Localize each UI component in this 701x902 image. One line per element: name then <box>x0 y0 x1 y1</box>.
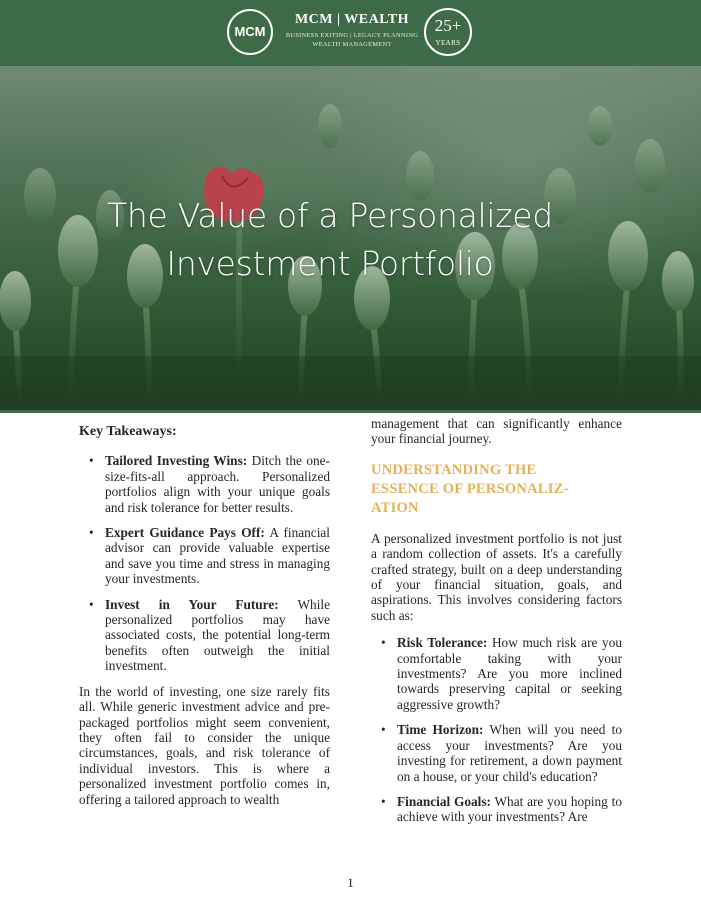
title-line-2: Investment Portfolio <box>166 244 494 283</box>
takeaway-lead: Tailored Investing Wins: <box>105 453 248 469</box>
takeaway-text: While personalized portfolios may have associated costs, the potential long-term benefits often outweigh the initial investment. <box>105 596 330 674</box>
intro-paragraph: In the world of investing, one size rarely fits all. While generic investment advice and pre-packaged portfolios might seem convenient, they often fail to consider the unique circumstances, goals, and risk tolerance of individual investors. This is where a personalized investment portfolio comes in, offering a tailored approach to wealth <box>79 683 330 807</box>
takeaway-lead: Invest in Your Future: <box>105 596 279 612</box>
takeaways-list <box>79 453 330 673</box>
takeaway-text: Ditch the one-size-fits-all approach. Personalized portfolios align with your unique goals and risk tolerance for better results. <box>105 453 330 515</box>
hero-image <box>0 66 701 410</box>
takeaway-lead: Expert Guidance Pays Off: <box>105 525 265 541</box>
mcm-logo-badge <box>227 9 273 55</box>
section-paragraph: A personalized investment portfolio is not just a random collection of assets. It's a carefully crafted strategy, built on a deep understanding of your financial situation, goals, and aspirations. This involves considering factors such as: <box>371 530 622 623</box>
right-column <box>371 416 622 835</box>
section-heading-line-1: UNDERSTANDING THE <box>371 461 537 478</box>
page-number: 1 <box>347 875 354 890</box>
title-line-1: The Value of a Personalized <box>107 196 553 235</box>
key-takeaways-heading: Key Takeaways: <box>79 424 177 439</box>
years-badge <box>424 8 472 56</box>
list-item <box>371 635 622 712</box>
list-item <box>79 453 330 515</box>
factors-list <box>371 635 622 824</box>
years-number: 25+ <box>434 16 462 35</box>
continuation-paragraph: management that can significantly enhance your financial journey. <box>371 416 622 447</box>
header-bar <box>0 0 701 66</box>
bullet-icon: • <box>381 793 386 809</box>
years-label: YEARS <box>435 39 461 47</box>
factor-lead: Financial Goals: <box>397 793 491 809</box>
section-heading <box>371 461 622 518</box>
takeaway-text: A financial advisor can provide valuable expertise and save you time and stress in managing your investments. <box>105 525 330 587</box>
brand-subtagline: WEALTH MANAGEMENT <box>312 41 392 48</box>
bullet-icon: • <box>89 453 94 469</box>
bullet-icon: • <box>89 525 94 541</box>
factor-lead: Time Horizon: <box>397 722 484 738</box>
list-item <box>371 794 622 825</box>
brand-tagline: BUSINESS EXITING | LEGACY PLANNING <box>285 32 419 39</box>
section-heading-line-3: ATION <box>371 499 419 516</box>
brand-name: MCM | WEALTH <box>294 12 410 27</box>
list-item <box>371 722 622 784</box>
factor-lead: Risk Tolerance: <box>397 635 488 651</box>
list-item <box>79 597 330 674</box>
factor-text: What are you hoping to achieve with your investments? Are <box>397 793 622 825</box>
bullet-icon: • <box>381 635 386 651</box>
bullet-icon: • <box>381 722 386 738</box>
left-column <box>79 424 330 807</box>
bullet-icon: • <box>89 596 94 612</box>
document-title <box>60 192 600 288</box>
divider-line <box>0 410 701 413</box>
logo-text: MCM <box>234 24 266 39</box>
factor-text: When will you need to access your investments? Are you investing for retirement, a down payment on a house, or your child's education? <box>397 722 622 784</box>
list-item <box>79 525 330 587</box>
factor-text: How much risk are you comfortable taking with your investments? Are you more inclined towards preserving capital or seeking aggressive growth? <box>397 635 622 712</box>
section-heading-line-2: ESSENCE OF PERSONALIZ- <box>371 480 569 497</box>
